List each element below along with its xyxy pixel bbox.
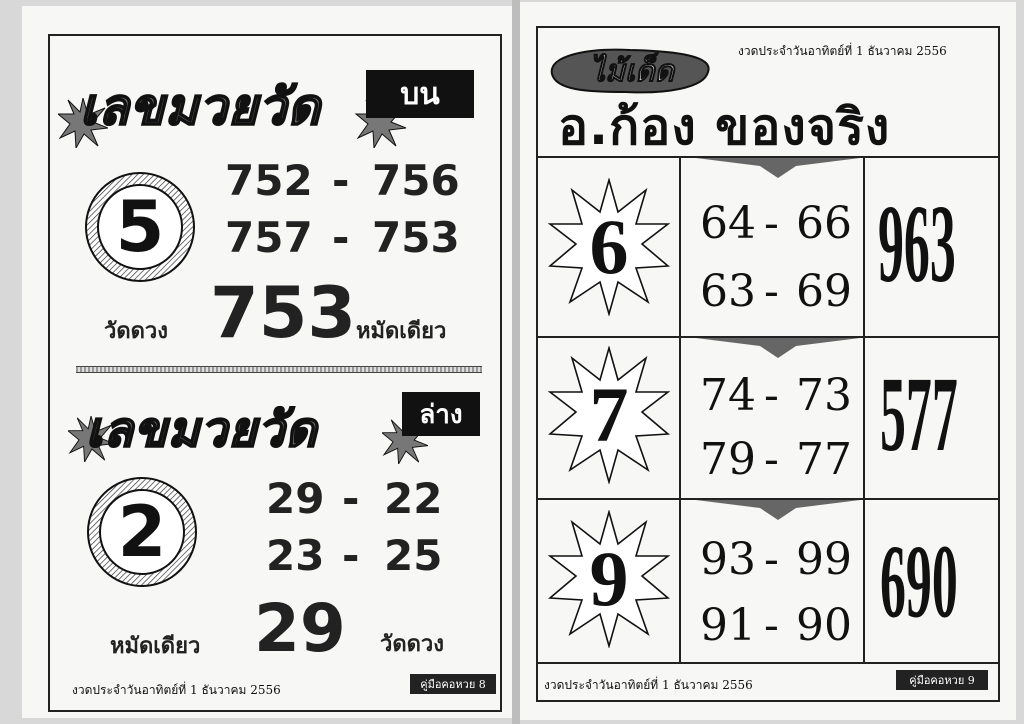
row-3-digit: 9 — [589, 535, 629, 622]
bottom-pair-1-b: 22 — [384, 474, 443, 523]
bottom-pair-1-dash: - — [342, 474, 360, 523]
top-pair-2-b: 753 — [372, 213, 460, 262]
bottom-circle — [86, 476, 198, 588]
left-page — [22, 6, 512, 718]
row-1-star — [548, 178, 670, 316]
bottom-circle-digit: 2 — [117, 491, 167, 573]
row-2-pair-2-b: 77 — [796, 434, 852, 485]
right-footer-date: งวดประจำวันอาทิตย์ที่ 1 ธันวาคม 2556 — [544, 678, 753, 692]
row-1-pair-1-dash: - — [764, 198, 779, 249]
row-3-pair-1-b: 99 — [796, 534, 852, 585]
row-2-pair-1-b: 73 — [796, 370, 852, 421]
grid-col-line-2 — [863, 156, 865, 662]
right-footer-page: คู่มือคอหวย 9 — [896, 670, 988, 690]
row-1-pair-2-a: 63 — [700, 266, 756, 317]
top-pair-2-dash: - — [332, 213, 350, 262]
arrow-band — [696, 158, 860, 180]
bottom-headline: เลขมวยวัด — [86, 402, 318, 458]
arrow-band — [696, 338, 860, 360]
grid-bottom-line — [536, 662, 1000, 664]
row-3-pair-2-a: 91 — [700, 600, 756, 651]
arrow-band — [696, 500, 860, 522]
bottom-right-label: วัดดวง — [380, 632, 445, 657]
row-3-pair-1-a: 93 — [700, 534, 756, 585]
bottom-pair-2-a: 23 — [266, 531, 325, 580]
top-tag: บน — [366, 70, 474, 118]
bottom-main-number: 29 — [254, 590, 346, 667]
row-3-pair-2-b: 90 — [796, 600, 852, 651]
bottom-tag: ล่าง — [402, 392, 480, 436]
right-header-date: งวดประจำวันอาทิตย์ที่ 1 ธันวาคม 2556 — [738, 44, 947, 58]
top-left-label: วัดดวง — [104, 319, 169, 344]
top-main-number: 753 — [210, 272, 357, 354]
row-2-pair-2-a: 79 — [700, 434, 756, 485]
bottom-pair-1-a: 29 — [266, 474, 325, 523]
top-headline: เลขมวยวัด — [80, 78, 321, 136]
row-2-pair-2-dash: - — [764, 434, 779, 485]
bottom-pair-2-dash: - — [342, 531, 360, 580]
grid-col-line-1 — [679, 156, 681, 662]
top-circle — [84, 171, 196, 283]
section-divider — [76, 366, 482, 373]
row-3-pair-1-dash: - — [764, 534, 779, 585]
row-2-pair-1-dash: - — [764, 370, 779, 421]
bottom-pair-2-b: 25 — [384, 531, 443, 580]
row-3-three-digit: 690 — [880, 523, 958, 640]
book-spine — [512, 0, 520, 724]
row-1-pair-1-a: 64 — [700, 198, 756, 249]
row-2-three-digit: 577 — [880, 355, 958, 474]
row-1-pair-2-dash: - — [764, 266, 779, 317]
top-circle-digit: 5 — [115, 186, 165, 268]
row-3-pair-2-dash: - — [764, 600, 779, 651]
row-1-pair-1-b: 66 — [796, 198, 852, 249]
row-2-digit: 7 — [589, 371, 629, 458]
row-3-star — [548, 510, 670, 648]
top-pair-1-a: 752 — [225, 156, 313, 205]
top-pair-1-b: 756 — [372, 156, 460, 205]
top-pair-2-a: 757 — [225, 213, 313, 262]
top-right-label: หมัดเดียว — [356, 319, 447, 344]
top-pair-1-dash: - — [332, 156, 350, 205]
right-title: อ.ก้อง ของจริง — [558, 98, 891, 156]
row-2-pair-1-a: 74 — [700, 370, 756, 421]
bottom-left-label: หมัดเดียว — [110, 634, 201, 659]
left-footer-page: คู่มือคอหวย 8 — [410, 674, 496, 694]
badge-text: ไม้เด็ด — [589, 54, 675, 89]
right-page — [520, 2, 1016, 720]
row-1-three-digit: 963 — [878, 181, 956, 306]
row-1-pair-2-b: 69 — [796, 266, 852, 317]
left-footer-date: งวดประจำวันอาทิตย์ที่ 1 ธันวาคม 2556 — [72, 683, 281, 697]
row-2-star — [548, 346, 670, 484]
row-1-digit: 6 — [589, 203, 629, 290]
